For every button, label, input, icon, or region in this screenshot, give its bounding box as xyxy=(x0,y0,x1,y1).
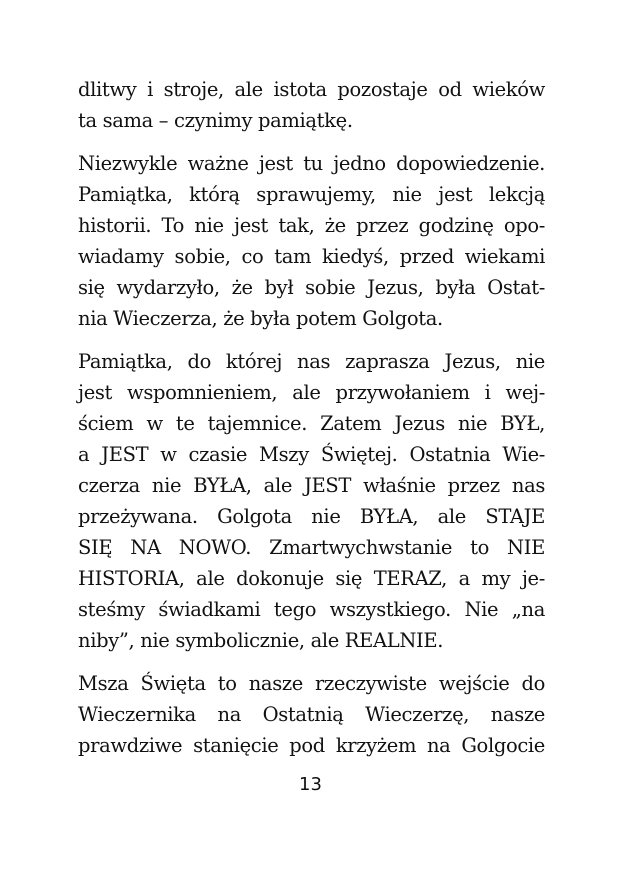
text-line: Pamiątka, do której nas zaprasza Jezus, nie xyxy=(78,350,545,373)
text-line: Pamiątka, którą sprawujemy, nie jest lekcją xyxy=(78,183,545,206)
text-line: Wieczernika na Ostatnią Wieczerzę, nasze xyxy=(78,703,545,726)
paragraph-2 xyxy=(78,148,545,334)
text-line: czerza nie BYŁA, ale JEST właśnie przez nas xyxy=(78,474,545,497)
text-line: się wydarzyło, że był sobie Jezus, była Ostat- xyxy=(78,276,545,299)
text-line: a JEST w czasie Mszy Świętej. Ostatnia Wie- xyxy=(78,443,545,466)
text-line: Niezwykle ważne jest tu jedno dopowiedzenie. xyxy=(78,152,545,175)
paragraph-1 xyxy=(78,74,545,136)
text-line: SIĘ NA NOWO. Zmartwychwstanie to NIE xyxy=(78,536,545,559)
page-number: 13 xyxy=(299,774,322,795)
body-text xyxy=(78,74,545,773)
text-line: steśmy świadkami tego wszystkiego. Nie „na xyxy=(78,598,545,621)
text-line: prawdziwe stanięcie pod krzyżem na Golgocie xyxy=(78,734,545,757)
paragraph-4 xyxy=(78,668,545,761)
text-line: HISTORIA, ale dokonuje się TERAZ, a my je- xyxy=(78,567,545,590)
text-line: ta sama – czynimy pamiątkę. xyxy=(78,109,353,132)
text-line: niby”, nie symbolicznie, ale REALNIE. xyxy=(78,629,444,652)
text-line: wiadamy sobie, co tam kiedyś, przed wiekami xyxy=(78,245,545,268)
text-line: nia Wieczerza, że była potem Golgota. xyxy=(78,307,443,330)
text-line: historii. To nie jest tak, że przez godzinę opo- xyxy=(78,214,545,237)
paragraph-3 xyxy=(78,346,545,656)
text-line: ściem w te tajemnice. Zatem Jezus nie BYŁ, xyxy=(78,412,545,435)
text-line: jest wspomnieniem, ale przywołaniem i wej- xyxy=(78,381,545,404)
text-line: dlitwy i stroje, ale istota pozostaje od wieków xyxy=(78,78,545,101)
text-line: przeżywana. Golgota nie BYŁA, ale STAJE xyxy=(78,505,545,528)
text-line: Msza Święta to nasze rzeczywiste wejście do xyxy=(78,672,545,695)
